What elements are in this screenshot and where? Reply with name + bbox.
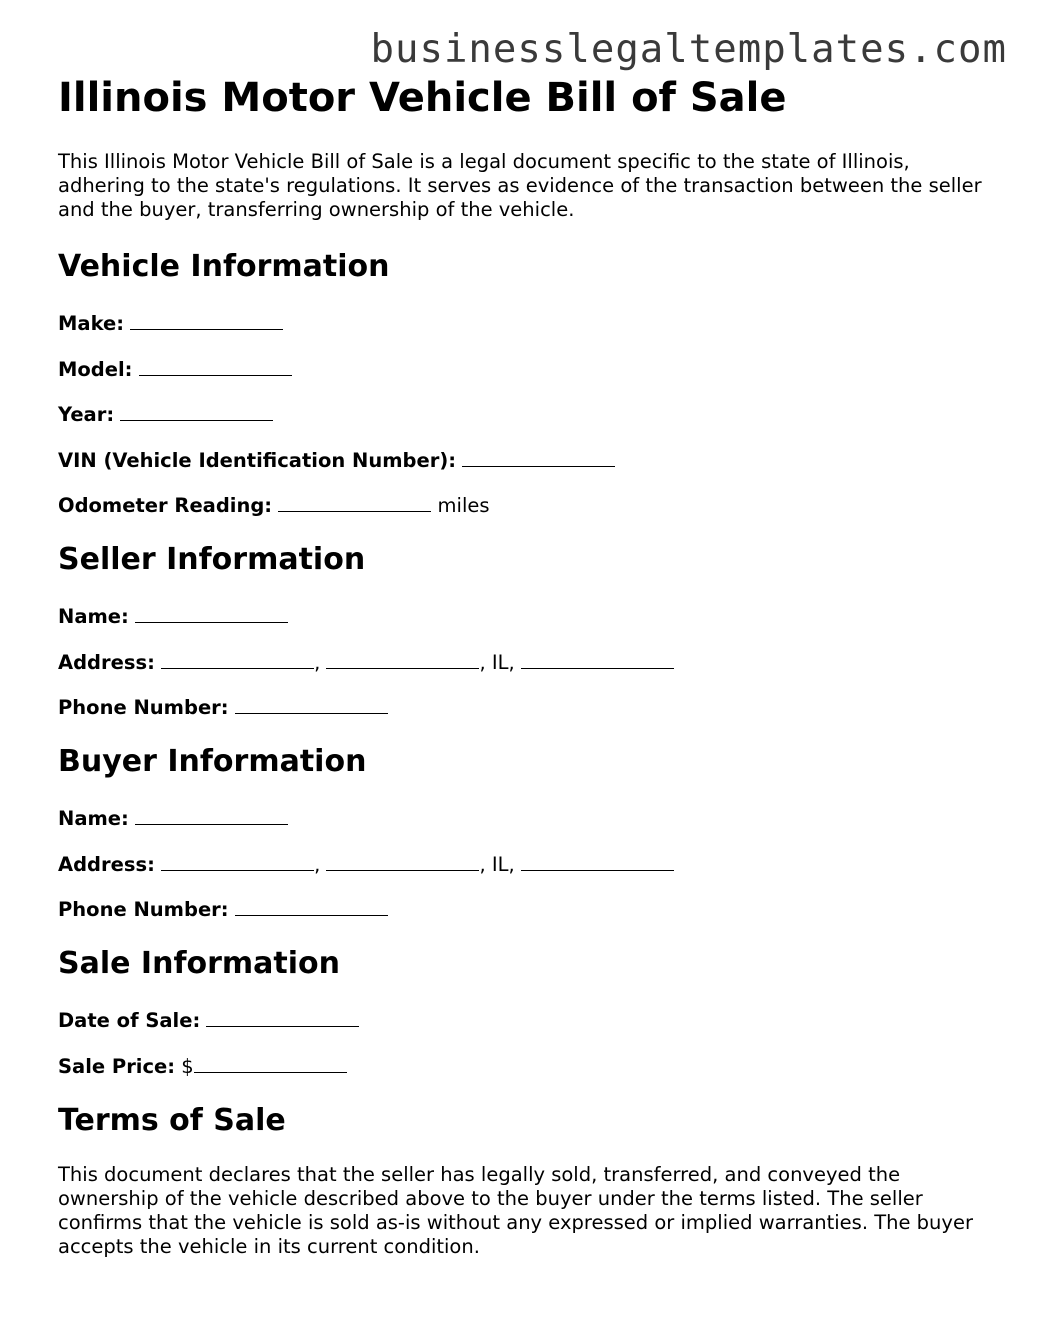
seller-name-blank[interactable] <box>135 604 288 623</box>
document-body <box>58 72 988 1259</box>
buyer-phone-label: Phone Number: <box>58 898 229 921</box>
document-title: Illinois Motor Vehicle Bill of Sale <box>58 75 787 121</box>
vin-field <box>58 448 988 473</box>
buyer-zip-blank[interactable] <box>521 852 674 871</box>
seller-zip-blank[interactable] <box>521 650 674 669</box>
seller-phone-label: Phone Number: <box>58 696 229 719</box>
intro-paragraph: This Illinois Motor Vehicle Bill of Sale is a legal document specific to the state of Illinois, adhering to the state's regulations. It serves as evidence of the transaction between the seller and the buyer, transferring ownership of the vehicle. <box>58 150 982 221</box>
seller-address-field <box>58 650 988 675</box>
sale-info-heading: Sale Information <box>58 946 340 981</box>
seller-address-separator: , <box>314 650 321 674</box>
vin-label: VIN (Vehicle Identification Number): <box>58 448 457 472</box>
watermark: businesslegaltemplates.com <box>370 27 1007 72</box>
buyer-phone-field <box>58 897 988 922</box>
odometer-blank[interactable] <box>278 493 431 512</box>
buyer-address-label: Address: <box>58 852 155 876</box>
buyer-address-state: , IL, <box>479 852 515 876</box>
make-label: Make: <box>58 312 125 335</box>
year-blank[interactable] <box>120 402 273 421</box>
vin-blank[interactable] <box>462 448 615 467</box>
odometer-label: Odometer Reading: <box>58 494 273 517</box>
seller-name-field <box>58 604 988 629</box>
make-field <box>58 311 988 336</box>
buyer-name-blank[interactable] <box>135 806 288 825</box>
seller-phone-field <box>58 695 988 720</box>
buyer-name-field <box>58 806 988 831</box>
seller-city-blank[interactable] <box>326 650 479 669</box>
model-blank[interactable] <box>139 357 292 376</box>
year-field <box>58 402 988 427</box>
sale-date-field <box>58 1008 988 1033</box>
buyer-name-label: Name: <box>58 807 129 830</box>
seller-name-label: Name: <box>58 605 129 628</box>
buyer-city-blank[interactable] <box>326 852 479 871</box>
terms-paragraph: This document declares that the seller has legally sold, transferred, and conveyed the ownership of the vehicle described above to the buyer under the terms listed. The seller confirms that the vehicle is sold as-is without any expressed or implied warranties. The buyer accepts the vehicle in its current condition. <box>58 1162 973 1258</box>
buyer-street-blank[interactable] <box>161 852 314 871</box>
odometer-field <box>58 493 988 518</box>
model-label: Model: <box>58 357 133 381</box>
seller-street-blank[interactable] <box>161 650 314 669</box>
seller-info-heading: Seller Information <box>58 542 366 577</box>
buyer-info-heading: Buyer Information <box>58 744 367 779</box>
sale-date-label: Date of Sale: <box>58 1009 201 1032</box>
vehicle-info-heading: Vehicle Information <box>58 249 390 284</box>
sale-price-field <box>58 1054 988 1079</box>
seller-phone-blank[interactable] <box>235 695 388 714</box>
sale-price-label: Sale Price: <box>58 1054 176 1078</box>
seller-address-state: , IL, <box>479 650 515 674</box>
sale-price-blank[interactable] <box>194 1054 347 1073</box>
buyer-address-separator: , <box>314 852 321 876</box>
seller-address-label: Address: <box>58 650 155 674</box>
buyer-address-field <box>58 852 988 877</box>
sale-date-blank[interactable] <box>206 1008 359 1027</box>
year-label: Year: <box>58 403 115 426</box>
model-field <box>58 357 988 382</box>
terms-heading: Terms of Sale <box>58 1102 286 1138</box>
odometer-unit: miles <box>437 494 490 517</box>
currency-symbol: $ <box>181 1054 194 1078</box>
make-blank[interactable] <box>130 311 283 330</box>
buyer-phone-blank[interactable] <box>235 897 388 916</box>
